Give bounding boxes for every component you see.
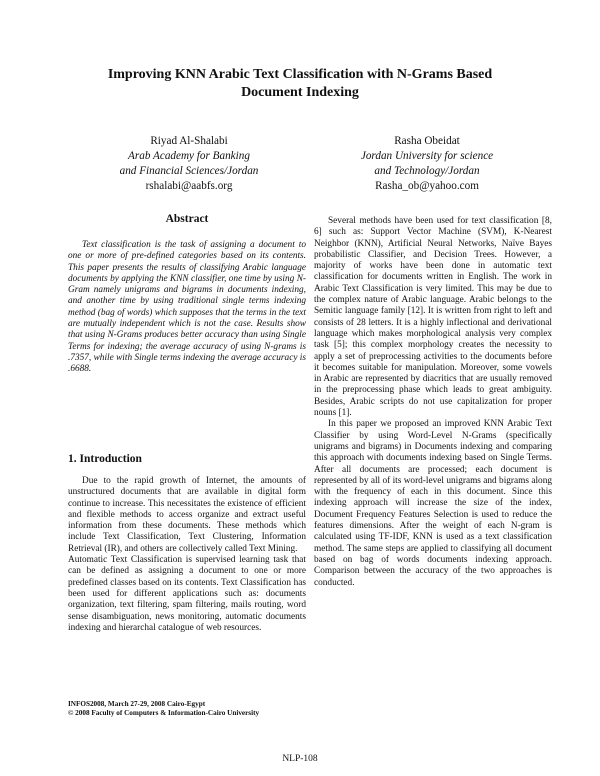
author-affiliation: and Financial Sciences/Jordan	[119, 165, 259, 177]
page-number: NLP-108	[282, 754, 318, 764]
paragraph: Due to the rapid growth of Internet, the amounts of unstructured documents that are available in digital form continue to increase. This necessitates the existence of efficient and flexible methods to access organize and extract useful information from these documents. These methods which include Text Classification, Text Clustering, Information Retrieval (IR), and others are collectively called Text Mining.	[68, 476, 306, 554]
introduction-body	[68, 476, 306, 634]
author-affiliation: Arab Academy for Banking	[128, 150, 250, 162]
introduction-heading: 1. Introduction	[68, 453, 142, 465]
paper-title	[60, 66, 540, 102]
paragraph: In this paper we proposed an improved KNN Arabic Text Classifier by using Word-Level N-Grams (specifically unigrams and bigrams) in Documents indexing and comparing this approach with documents indexing based on Single Terms. After all documents are processed; each document is represented by all of its word-level unigrams and bigrams along with the frequency of each in this document. Since this indexing approach will increase the size of the index, Document Frequency Features Selection is used to reduce the features dimensions. After the weight of each N-gram is calculated using TF-IDF, KNN is used as a text classification method. The same steps are applied to classifying all document based on bag of words documents indexing approach. Comparison between the accuracy of the two approaches is conducted.	[314, 419, 552, 588]
author-block-2	[312, 134, 542, 194]
conference-footer	[68, 700, 259, 717]
footer-line: © 2008 Faculty of Computers & Information-Cairo University	[68, 708, 260, 717]
author-name: Riyad Al-Shalabi	[150, 135, 228, 147]
abstract-heading: Abstract	[165, 213, 209, 225]
author-name: Rasha Obeidat	[394, 135, 460, 147]
title-line-2: Document Indexing	[241, 85, 359, 100]
paragraph: Several methods have been used for text classification [8, 6] such as: Support Vector Machine (SVM), K-Nearest Neighbor (KNN), Artificial Neural Networks, Naïve Bayes probabilistic Classifier, and Decision Trees. However, a majority of works have been done in automatic text classification for documents written in English. The work in Arabic Text Classification is very limited. This may be due to the complex nature of Arabic language. Arabic belongs to the Semitic language family [12]. It is written from right to left and consists of 28 letters. It is a highly inflectional and derivational language which makes morphological analysis very complex task [5]; this complex morphology creates the necessity to apply a set of preprocessing activities to the documents before it becomes suitable for manipulation. Moreover, some vowels in Arabic are represented by diacritics that are usually removed in the preprocessing phase which leads to great ambiguity. Besides, Arabic scripts do not use capitalization for proper nouns [1].	[314, 216, 552, 419]
footer-line: INFOS2008, March 27-29, 2008 Cairo-Egypt	[68, 700, 206, 708]
author-affiliation: Jordan University for science	[360, 150, 494, 162]
author-email: rshalabi@aabfs.org	[145, 180, 233, 192]
author-email: Rasha_ob@yahoo.com	[375, 180, 479, 192]
title-line-1: Improving KNN Arabic Text Classification with N-Grams Based	[107, 67, 493, 82]
right-column-body	[314, 216, 552, 589]
paragraph: Automatic Text Classification is supervised learning task that can be defined as assigning a document to one or more predefined classes based on its contents. Text Classification has been used for different applications such as: documents organization, text filtering, spam filtering, mails routing, word sense disambiguation, news monitoring, automatic documents indexing and hierarchal catalogue of web resources.	[68, 555, 306, 633]
author-affiliation: and Technology/Jordan	[374, 165, 480, 177]
abstract-text: Text classification is the task of assigning a document to one or more of pre-defined categories based on its contents. This paper presents the results of classifying Arabic language documents by applying the KNN classifier, one time by using N-Gram namely unigrams and bigrams in documents indexing, and another time by using traditional single terms indexing method (bag of words) which supposes that the terms in the text are mutually independent which is not the case. Results show that using N-Grams produces better accuracy than using Single Terms for indexing; the average accuracy of using N-grams is .7357, while with Single terms indexing the average accuracy is .6688.	[68, 240, 306, 375]
author-block-1	[74, 134, 304, 194]
